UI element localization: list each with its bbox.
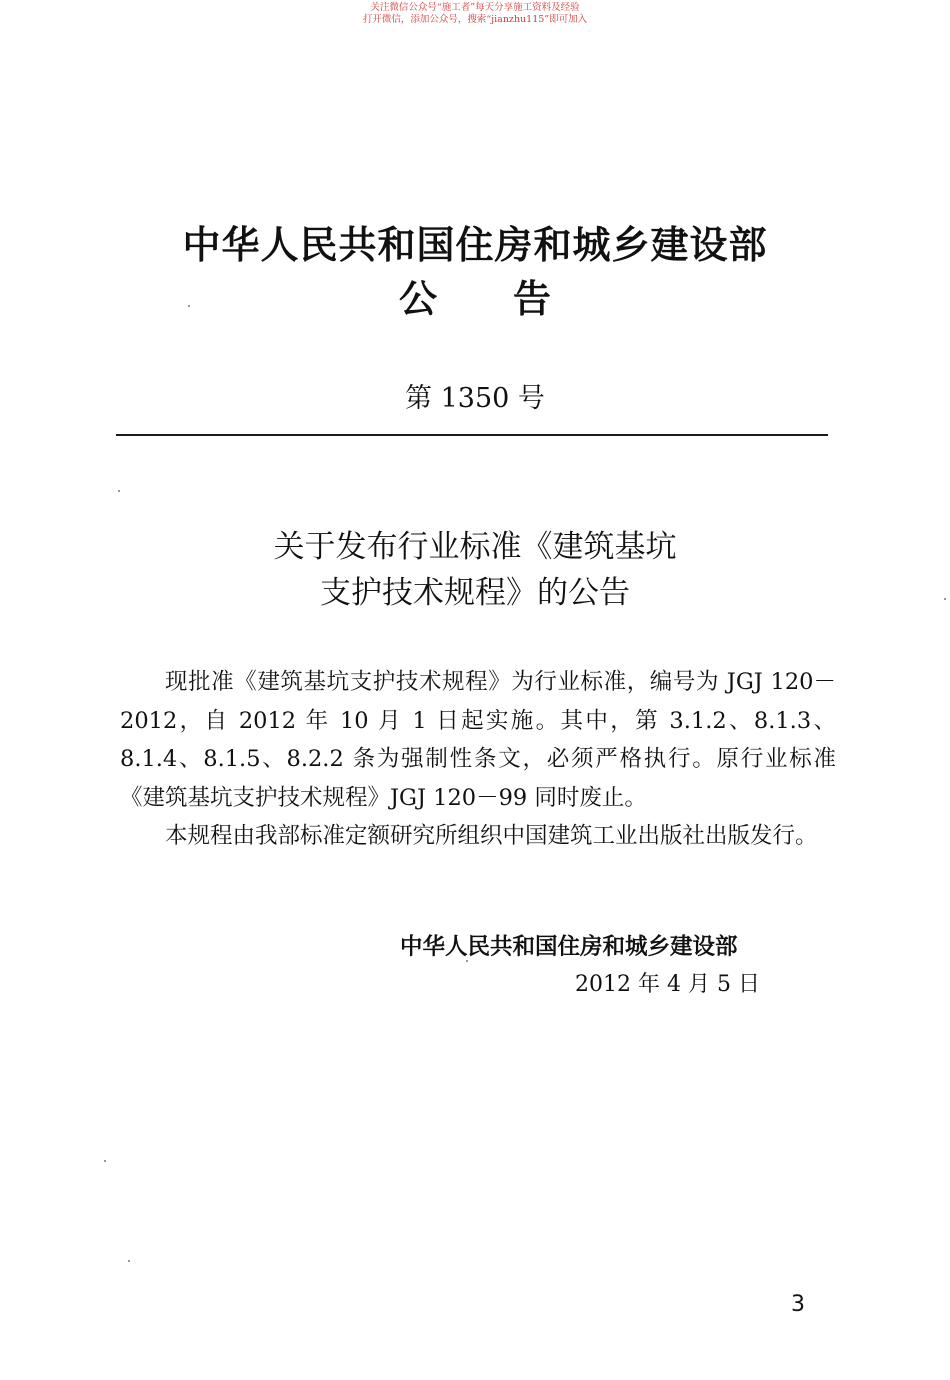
signature-issuer: 中华人民共和国住房和城乡建设部 — [400, 934, 738, 960]
document-type-heading — [0, 276, 950, 322]
body-paragraph-2: 本规程由我部标准定额研究所组织中国建筑工业出版社出版发行。 — [165, 823, 818, 849]
watermark-banner — [0, 2, 950, 26]
body-paragraph-1: 现批准《建筑基坑支护技术规程》为行业标准，编号为 JGJ 120－2012，自 2012 年 10 月 1 日起实施。其中，第 3.1.2、8.1.3、8.1.4、8.1.5、8.2.2 条为强制性条文，必须严格执行。原行业标准《建筑基坑支护技术规程》JGJ 120－99 同时废止。 — [120, 669, 836, 811]
header-divider — [116, 434, 828, 436]
watermark-line-2: 打开微信，添加公众号，搜索“jianzhu115”即可加入 — [362, 14, 588, 25]
document-type-char-1: 公 — [398, 277, 437, 321]
scan-speck — [104, 1160, 106, 1162]
notice-body — [120, 663, 836, 856]
scan-speck — [128, 1260, 130, 1262]
document-type-char-2: 告 — [513, 277, 552, 321]
scan-speck — [944, 598, 946, 600]
document-number: 第 1350 号 — [405, 383, 545, 414]
notice-title — [0, 524, 950, 616]
scan-speck — [466, 960, 468, 962]
notice-title-line-2: 支护技术规程》的公告 — [320, 575, 630, 611]
signature-date: 2012 年 4 月 5 日 — [575, 972, 760, 997]
scan-speck — [118, 490, 120, 492]
notice-title-line-1: 关于发布行业标准《建筑基坑 — [273, 529, 677, 565]
issuer-heading: 中华人民共和国住房和城乡建设部 — [182, 223, 768, 267]
page-number: 3 — [791, 1292, 805, 1317]
scan-speck — [188, 305, 190, 307]
watermark-line-1: 关注微信公众号“施工者”每天分享施工资料及经验 — [370, 2, 580, 13]
